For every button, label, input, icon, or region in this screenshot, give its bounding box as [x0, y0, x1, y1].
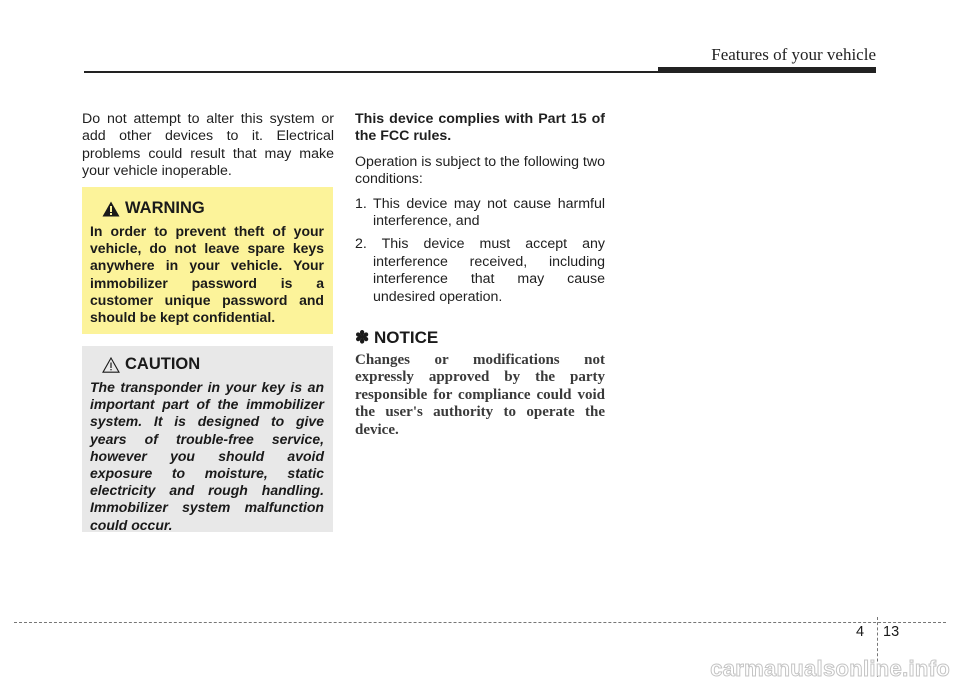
left-column	[82, 111, 334, 181]
condition-item-2: 2. This device must accept any interference received, including interference that may cause undesired operation.	[355, 236, 605, 305]
chapter-number: 4	[856, 624, 865, 640]
caution-triangle-icon	[102, 357, 120, 373]
intro-paragraph: Do not attempt to alter this system or add other devices to it. Electrical problems could result that may make your vehicle inoperable.	[82, 111, 334, 180]
fcc-statement: This device complies with Part 15 of the FCC rules.	[355, 111, 605, 145]
caution-heading	[102, 355, 324, 374]
header-rule-accent	[658, 67, 876, 73]
warning-triangle-icon	[102, 201, 120, 217]
condition-item-1: 1. This device may not cause harmful interference, and	[355, 195, 605, 230]
page-number: 13	[883, 624, 900, 640]
conditions-list	[355, 196, 605, 306]
operation-intro: Operation is subject to the following two conditions:	[355, 153, 605, 188]
footer-rule	[14, 622, 946, 623]
right-column	[355, 111, 605, 439]
warning-text: In order to prevent theft of your vehicle, do not leave spare keys anywhere in your vehicle. Your immobilizer password is a customer unique password and should be kept confidential.	[90, 223, 324, 326]
caution-label: CAUTION	[125, 355, 201, 373]
caution-box	[82, 346, 333, 532]
watermark: carmanualsonline.info	[710, 656, 950, 681]
warning-heading	[102, 199, 324, 218]
warning-label: WARNING	[125, 199, 205, 217]
notice-heading: ✽ NOTICE	[355, 328, 439, 348]
warning-box	[82, 187, 333, 334]
caution-text: The transponder in your key is an important part of the immobilizer system. It is designed to give years of trouble-free service, however you should avoid exposure to moisture, static electricity and rough handling. Immobilizer system malfunction could occur.	[90, 379, 324, 533]
notice-text: Changes or modifications not expressly approved by the party responsible for compliance could void the user's authority to operate the device.	[355, 352, 605, 438]
section-title: Features of your vehicle	[711, 45, 876, 64]
